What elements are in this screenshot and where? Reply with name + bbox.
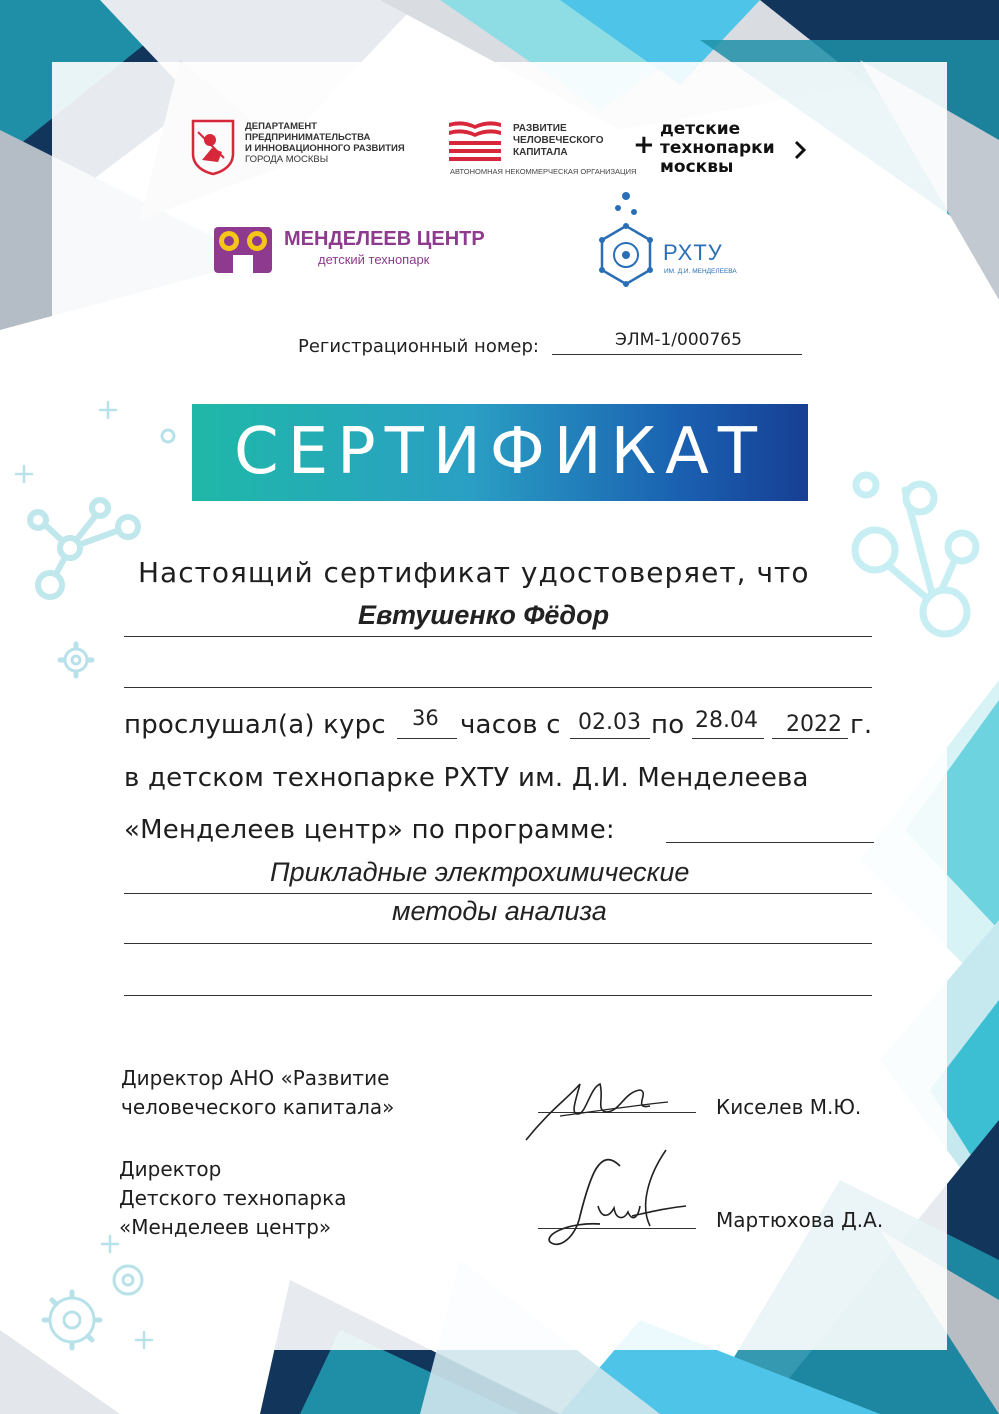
mendeleev-logo-icon [214, 225, 272, 277]
rhtu-subtitle: ИМ. Д.И. МЕНДЕЛЕЕВА [664, 268, 737, 275]
registration-number: ЭЛМ-1/000765 [615, 330, 742, 350]
moscow-coat-of-arms-logo [190, 118, 236, 180]
signer-1-position [121, 1064, 394, 1122]
signer-2-position-line-1: Директор [119, 1157, 222, 1181]
rchk-logo [449, 119, 501, 167]
tech-line-3: москвы [660, 157, 734, 177]
rhtu-logo-icon [596, 190, 660, 306]
technoparks-logo-text [660, 120, 775, 177]
date-from-underline [570, 738, 650, 739]
course-to-text: по [651, 710, 685, 740]
signer-2-position-line-3: «Менделеев центр» [119, 1215, 332, 1239]
signer-2-position-line-2: Детского технопарка [119, 1186, 347, 1210]
plus-sign: + [633, 130, 655, 160]
program-underline-1 [124, 893, 872, 894]
signer-1-position-line-1: Директор АНО «Развитие [121, 1066, 390, 1090]
course-date-from: 02.03 [578, 710, 641, 735]
signature-2-image [540, 1146, 690, 1256]
name-underline-2 [124, 687, 872, 688]
signature-1-image [520, 1070, 670, 1146]
program-underline-2 [124, 943, 872, 944]
course-line-2: в детском технопарке РХТУ им. Д.И. Менделеева [124, 763, 809, 793]
year-underline [772, 738, 848, 739]
course-hours: 36 [412, 706, 439, 730]
rchk-subtitle: АВТОНОМНАЯ НЕКОММЕРЧЕСКАЯ ОРГАНИЗАЦИЯ [450, 167, 637, 176]
rhtu-title: РХТУ [663, 240, 723, 265]
course-year: 2022 [786, 712, 842, 737]
chevron-right-icon [793, 140, 807, 164]
tech-line-1: детские [660, 119, 741, 139]
rchk-line-1: РАЗВИТИЕ [513, 123, 567, 134]
rchk-line-3: КАПИТАЛА [513, 147, 568, 158]
mendeleev-title: МЕНДЕЛЕЕВ ЦЕНТР [284, 228, 485, 250]
intro-text: Настоящий сертификат удостоверяет, что [138, 556, 810, 589]
certificate-title: СЕРТИФИКАТ [234, 415, 766, 489]
rchk-book-icon [449, 119, 501, 163]
student-name: Евтушенко Фёдор [358, 600, 610, 630]
program-line-2: методы анализа [392, 896, 607, 926]
signer-2-name: Мартюхова Д.А. [716, 1208, 884, 1232]
course-year-suffix: г. [850, 710, 873, 740]
dep-line-1: ДЕПАРТАМЕНТ [245, 121, 317, 132]
course-listened-text: прослушал(а) курс [124, 710, 386, 740]
program-underline-0 [666, 842, 874, 843]
course-line-3: «Менделеев центр» по программе: [124, 815, 615, 845]
signer-1-position-line-2: человеческого капитала» [121, 1095, 395, 1119]
program-line-1: Прикладные электрохимические [270, 857, 690, 887]
coat-of-arms-icon [190, 118, 236, 176]
dep-line-3: И ИННОВАЦИОННОГО РАЗВИТИЯ [245, 143, 405, 154]
signer-2-position [119, 1155, 346, 1242]
tech-line-2: технопарки [660, 138, 775, 158]
course-date-to: 28.04 [695, 708, 758, 733]
date-to-underline [692, 738, 764, 739]
registration-underline [552, 354, 802, 355]
registration-label: Регистрационный номер: [298, 336, 539, 357]
department-logo-text [245, 121, 405, 165]
rchk-logo-text [513, 123, 604, 159]
mendeleev-subtitle: детский технопарк [318, 252, 430, 267]
dep-line-4: ГОРОДА МОСКВЫ [245, 154, 329, 165]
signer-1-name: Киселев М.Ю. [716, 1095, 862, 1119]
program-underline-3 [124, 995, 872, 996]
course-hours-from-text: часов с [460, 710, 561, 740]
dep-line-2: ПРЕДПРИНИМАТЕЛЬСТВА [245, 132, 371, 143]
name-underline-1 [124, 636, 872, 637]
hours-underline [397, 738, 457, 739]
rchk-line-2: ЧЕЛОВЕЧЕСКОГО [513, 135, 604, 146]
